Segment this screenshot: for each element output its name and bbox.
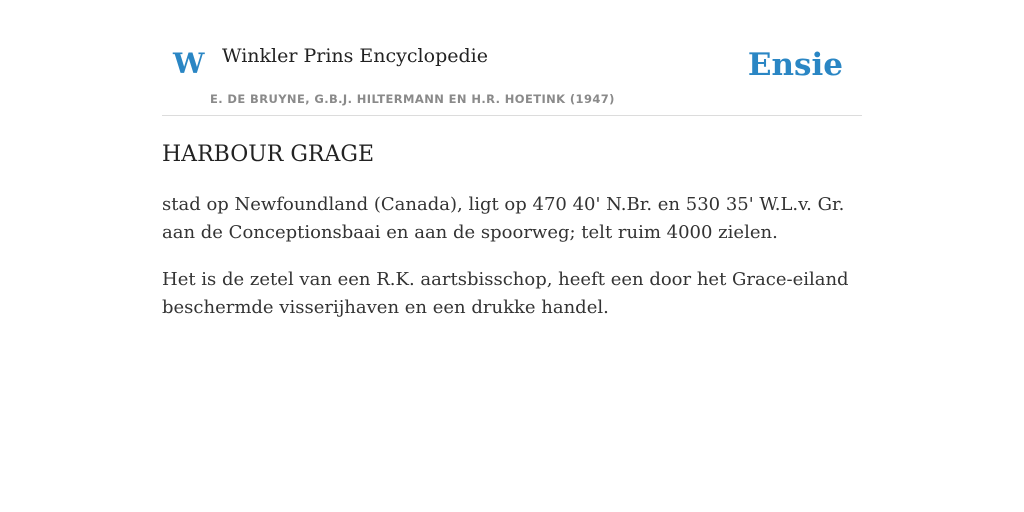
article-paragraph: Het is de zetel van een R.K. aartsbisschop, heeft een door het Grace-eiland beschermde visserijhaven en een drukke handel. bbox=[162, 269, 849, 319]
source-header bbox=[162, 38, 862, 116]
article-paragraph: stad op Newfoundland (Canada), ligt op 470 40' N.Br. en 530 35' W.L.v. Gr. aan de Conceptionsbaai en aan de spoorweg; telt ruim 4000 zielen. bbox=[162, 194, 845, 244]
source-title[interactable]: Winkler Prins Encyclopedie bbox=[222, 45, 488, 67]
page bbox=[162, 0, 862, 322]
source-logo[interactable]: W bbox=[173, 47, 205, 80]
ensie-logo-link[interactable]: Ensie bbox=[747, 47, 843, 83]
article-title: HARBOUR GRAGE bbox=[162, 142, 375, 167]
source-authors: E. DE BRUYNE, G.B.J. HILTERMANN EN H.R. HOETINK (1947) bbox=[210, 92, 615, 106]
